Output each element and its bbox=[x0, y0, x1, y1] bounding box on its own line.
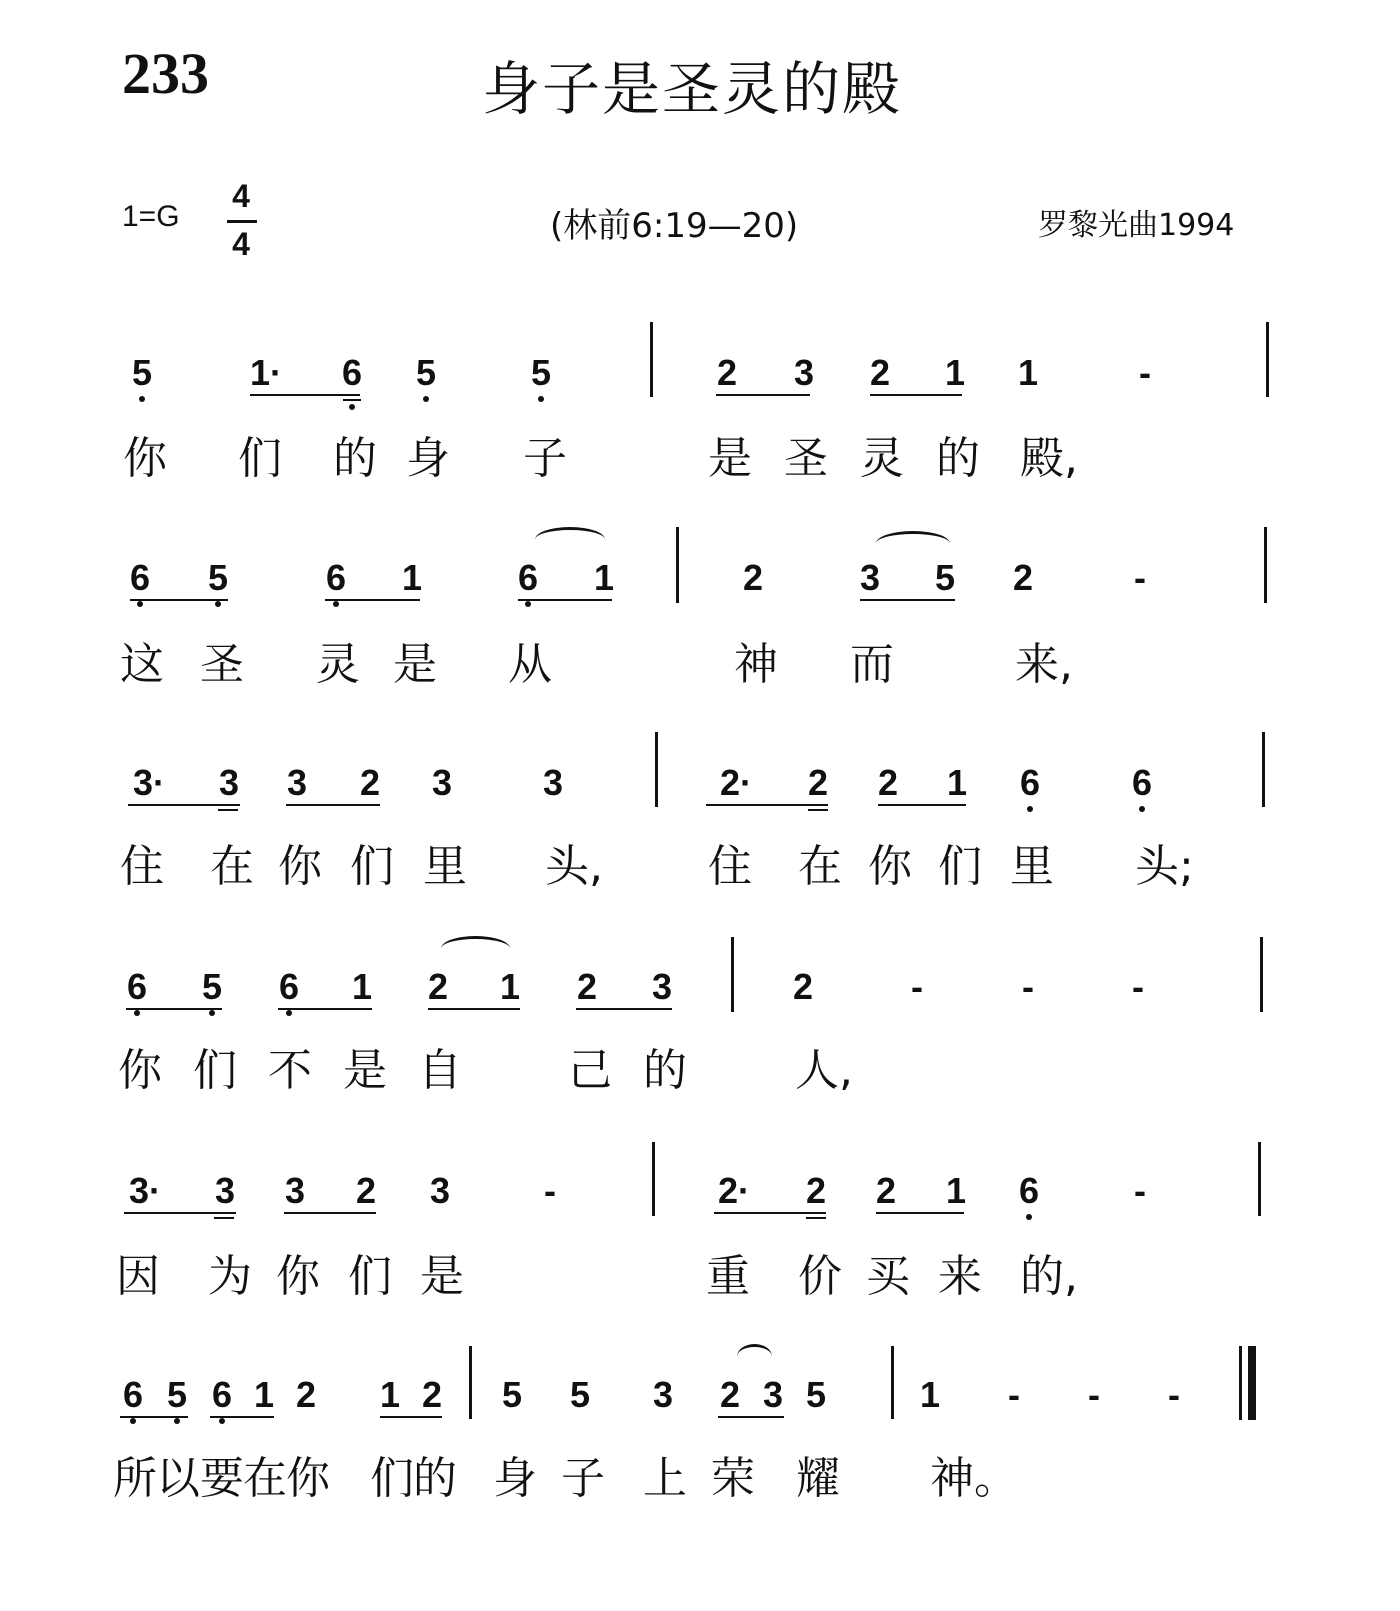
barline bbox=[1266, 322, 1269, 397]
lyric-syllable: 重 bbox=[706, 1251, 750, 1302]
lyric-syllable: 里 bbox=[423, 841, 467, 892]
beam-underline bbox=[716, 394, 810, 396]
lyric-syllable: 住 bbox=[120, 841, 164, 892]
lyric-syllable: 是 bbox=[420, 1251, 464, 1302]
lyric-syllable: 们 bbox=[348, 1251, 392, 1302]
beam-underline-second bbox=[218, 809, 238, 811]
beam-underline bbox=[250, 394, 360, 396]
note: 2 bbox=[421, 1374, 443, 1415]
note: 3 bbox=[542, 762, 564, 803]
lyric-syllable: 圣 bbox=[200, 639, 244, 690]
barline bbox=[650, 322, 653, 397]
barline bbox=[469, 1346, 472, 1419]
lower-octave-dot bbox=[333, 601, 339, 607]
note: 5 bbox=[501, 1374, 523, 1415]
note: 2 bbox=[807, 762, 829, 803]
lyric-syllable: 在 bbox=[210, 841, 254, 892]
lyric-syllable: 子 bbox=[523, 433, 567, 484]
lyric-syllable: 住 bbox=[708, 841, 752, 892]
note: 6 bbox=[122, 1374, 144, 1415]
lyric-syllable: 子 bbox=[561, 1453, 605, 1504]
beam-underline-second bbox=[808, 809, 828, 811]
note: 1· bbox=[250, 352, 283, 393]
final-barline-thick bbox=[1248, 1346, 1256, 1420]
note: 3· bbox=[133, 762, 166, 803]
note: 1 bbox=[401, 557, 423, 598]
lower-octave-dot bbox=[349, 404, 355, 410]
lyric-syllable: 们 bbox=[370, 1453, 414, 1504]
beam-underline bbox=[286, 804, 380, 806]
note: 2 bbox=[716, 352, 738, 393]
lyric-syllable: 价 bbox=[798, 1251, 842, 1302]
lyric-syllable: 你 bbox=[286, 1453, 330, 1504]
lower-octave-dot bbox=[538, 396, 544, 402]
note: 3 bbox=[651, 966, 673, 1007]
lyric-syllable: 的 bbox=[643, 1045, 687, 1096]
note: 1 bbox=[351, 966, 373, 1007]
note: 2 bbox=[805, 1170, 827, 1211]
lyric-syllable: 所 bbox=[113, 1453, 157, 1504]
beam-underline bbox=[714, 1212, 826, 1214]
slur-arc bbox=[535, 527, 605, 552]
lower-octave-dot bbox=[130, 1418, 136, 1424]
lyric-syllable: 身 bbox=[493, 1453, 537, 1504]
lyric-syllable: 人, bbox=[795, 1045, 853, 1096]
note: 6 bbox=[126, 966, 148, 1007]
lyric-syllable: 神。 bbox=[930, 1453, 1018, 1504]
lower-octave-dot bbox=[1139, 806, 1145, 812]
note: 1 bbox=[379, 1374, 401, 1415]
note: 2 bbox=[719, 1374, 741, 1415]
lyric-syllable: 买 bbox=[866, 1251, 910, 1302]
note: 2 bbox=[875, 1170, 897, 1211]
beam-underline bbox=[576, 1008, 672, 1010]
note: 5 bbox=[934, 557, 956, 598]
lyric-syllable: 上 bbox=[643, 1453, 687, 1504]
note: 1 bbox=[945, 1170, 967, 1211]
lyric-syllable: 圣 bbox=[784, 433, 828, 484]
note: 5 bbox=[530, 352, 552, 393]
key-signature: 1=G bbox=[122, 200, 180, 233]
sustain-dash: - bbox=[1139, 352, 1151, 393]
barline bbox=[655, 732, 658, 807]
note: 3 bbox=[429, 1170, 451, 1211]
lyric-syllable: 自 bbox=[418, 1045, 462, 1096]
sustain-dash: - bbox=[1132, 966, 1144, 1007]
note: 5 bbox=[131, 352, 153, 393]
lyric-syllable: 因 bbox=[116, 1251, 160, 1302]
lower-octave-dot bbox=[423, 396, 429, 402]
barline bbox=[1260, 937, 1263, 1012]
time-signature-line bbox=[227, 220, 257, 223]
lyric-syllable: 荣 bbox=[711, 1453, 755, 1504]
beam-underline bbox=[870, 394, 962, 396]
note: 3 bbox=[652, 1374, 674, 1415]
lyric-syllable: 们 bbox=[350, 841, 394, 892]
lyric-syllable: 殿, bbox=[1020, 433, 1078, 484]
lower-octave-dot bbox=[215, 601, 221, 607]
beam-underline bbox=[128, 804, 240, 806]
lyric-syllable: 你 bbox=[118, 1045, 162, 1096]
note: 3 bbox=[793, 352, 815, 393]
note: 5 bbox=[569, 1374, 591, 1415]
note: 2 bbox=[742, 557, 764, 598]
note: 6 bbox=[325, 557, 347, 598]
lyric-syllable: 的 bbox=[333, 433, 377, 484]
lyric-syllable: 要 bbox=[200, 1453, 244, 1504]
note: 6 bbox=[1018, 1170, 1040, 1211]
lower-octave-dot bbox=[286, 1010, 292, 1016]
note: 2 bbox=[877, 762, 899, 803]
note: 5 bbox=[415, 352, 437, 393]
beam-underline bbox=[518, 599, 612, 601]
hymn-number: 233 bbox=[122, 41, 209, 106]
lower-octave-dot bbox=[139, 396, 145, 402]
note: 1 bbox=[1017, 352, 1039, 393]
note: 3 bbox=[218, 762, 240, 803]
lyric-syllable: 为 bbox=[208, 1251, 252, 1302]
lower-octave-dot bbox=[1026, 1214, 1032, 1220]
slur-arc bbox=[441, 936, 510, 961]
lyric-syllable: 己 bbox=[568, 1045, 612, 1096]
sustain-dash: - bbox=[911, 966, 923, 1007]
lyric-syllable: 你 bbox=[278, 841, 322, 892]
note: 5 bbox=[201, 966, 223, 1007]
lyric-syllable: 神 bbox=[734, 639, 778, 690]
lyric-syllable: 不 bbox=[268, 1045, 312, 1096]
note: 3 bbox=[284, 1170, 306, 1211]
note: 1 bbox=[499, 966, 521, 1007]
lyric-syllable: 来 bbox=[938, 1251, 982, 1302]
note: 5 bbox=[166, 1374, 188, 1415]
note: 5 bbox=[805, 1374, 827, 1415]
lower-octave-dot bbox=[174, 1418, 180, 1424]
lyric-syllable: 是 bbox=[343, 1045, 387, 1096]
lyric-syllable: 头; bbox=[1135, 841, 1194, 892]
note: 1 bbox=[919, 1374, 941, 1415]
hymn-title: 身子是圣灵的殿 bbox=[482, 55, 903, 123]
beam-underline bbox=[130, 599, 228, 601]
beam-underline bbox=[120, 1416, 188, 1418]
beam-underline bbox=[380, 1416, 442, 1418]
note: 2 bbox=[359, 762, 381, 803]
lyric-syllable: 而 bbox=[850, 639, 894, 690]
note: 6 bbox=[517, 557, 539, 598]
time-signature-top: 4 bbox=[232, 178, 250, 214]
note: 5 bbox=[207, 557, 229, 598]
lyric-syllable: 来, bbox=[1015, 639, 1073, 690]
beam-underline bbox=[124, 1212, 236, 1214]
lyric-syllable: 你 bbox=[123, 433, 167, 484]
beam-underline bbox=[325, 599, 420, 601]
lyric-syllable: 你 bbox=[276, 1251, 320, 1302]
note: 1 bbox=[946, 762, 968, 803]
note: 6 bbox=[341, 352, 363, 393]
note: 2 bbox=[869, 352, 891, 393]
note: 6 bbox=[1131, 762, 1153, 803]
lyric-syllable: 以 bbox=[156, 1453, 200, 1504]
beam-underline bbox=[718, 1416, 784, 1418]
lyric-syllable: 你 bbox=[868, 841, 912, 892]
beam-underline bbox=[706, 804, 828, 806]
time-signature-bottom: 4 bbox=[232, 226, 250, 262]
beam-underline-second bbox=[343, 399, 361, 401]
sustain-dash: - bbox=[544, 1170, 556, 1211]
beam-underline bbox=[210, 1416, 274, 1418]
lyric-syllable: 们 bbox=[238, 433, 282, 484]
barline bbox=[676, 527, 679, 603]
slur-arc bbox=[876, 531, 950, 556]
slur-arc bbox=[737, 1344, 772, 1369]
lyric-syllable: 耀 bbox=[796, 1453, 840, 1504]
lyric-syllable: 在 bbox=[243, 1453, 287, 1504]
lower-octave-dot bbox=[525, 601, 531, 607]
barline bbox=[731, 937, 734, 1012]
note: 1 bbox=[593, 557, 615, 598]
lyric-syllable: 在 bbox=[798, 841, 842, 892]
sustain-dash: - bbox=[1168, 1374, 1180, 1415]
lower-octave-dot bbox=[219, 1418, 225, 1424]
barline bbox=[891, 1346, 894, 1419]
note: 2 bbox=[1012, 557, 1034, 598]
lower-octave-dot bbox=[134, 1010, 140, 1016]
note: 2 bbox=[792, 966, 814, 1007]
lyric-syllable: 是 bbox=[393, 639, 437, 690]
beam-underline bbox=[278, 1008, 372, 1010]
lyric-syllable: 灵 bbox=[860, 433, 904, 484]
beam-underline bbox=[860, 599, 955, 601]
beam-underline bbox=[126, 1008, 222, 1010]
barline bbox=[1264, 527, 1267, 603]
note: 2· bbox=[720, 762, 753, 803]
lyric-syllable: 从 bbox=[508, 639, 552, 690]
lyric-syllable: 身 bbox=[406, 433, 450, 484]
note: 6 bbox=[278, 966, 300, 1007]
scripture-reference: (林前6:19—20) bbox=[550, 206, 799, 246]
lower-octave-dot bbox=[209, 1010, 215, 1016]
final-barline-thin bbox=[1239, 1346, 1242, 1420]
note: 6 bbox=[1019, 762, 1041, 803]
composer-credit: 罗黎光曲1994 bbox=[1038, 208, 1235, 243]
note: 2· bbox=[718, 1170, 751, 1211]
lyric-syllable: 是 bbox=[708, 433, 752, 484]
note: 2 bbox=[295, 1374, 317, 1415]
lyric-syllable: 的 bbox=[413, 1453, 457, 1504]
note: 2 bbox=[355, 1170, 377, 1211]
lyric-syllable: 这 bbox=[120, 639, 164, 690]
note: 3 bbox=[286, 762, 308, 803]
note: 1 bbox=[944, 352, 966, 393]
barline bbox=[1262, 732, 1265, 807]
beam-underline bbox=[284, 1212, 376, 1214]
note: 3 bbox=[214, 1170, 236, 1211]
note: 2 bbox=[427, 966, 449, 1007]
lyric-syllable: 们 bbox=[193, 1045, 237, 1096]
lyric-syllable: 里 bbox=[1010, 841, 1054, 892]
lyric-syllable: 的, bbox=[1020, 1251, 1078, 1302]
note: 2 bbox=[576, 966, 598, 1007]
beam-underline-second bbox=[214, 1217, 234, 1219]
note: 3 bbox=[762, 1374, 784, 1415]
note: 1 bbox=[253, 1374, 275, 1415]
note: 3 bbox=[431, 762, 453, 803]
beam-underline bbox=[428, 1008, 520, 1010]
beam-underline-second bbox=[806, 1217, 826, 1219]
barline bbox=[1258, 1142, 1261, 1216]
sustain-dash: - bbox=[1088, 1374, 1100, 1415]
beam-underline bbox=[878, 804, 966, 806]
sustain-dash: - bbox=[1008, 1374, 1020, 1415]
barline bbox=[652, 1142, 655, 1216]
lyric-syllable: 们 bbox=[938, 841, 982, 892]
note: 3 bbox=[859, 557, 881, 598]
lower-octave-dot bbox=[137, 601, 143, 607]
note: 3· bbox=[129, 1170, 162, 1211]
lower-octave-dot bbox=[1027, 806, 1033, 812]
lyric-syllable: 头, bbox=[545, 841, 603, 892]
lyric-syllable: 的 bbox=[936, 433, 980, 484]
sustain-dash: - bbox=[1022, 966, 1034, 1007]
sustain-dash: - bbox=[1134, 557, 1146, 598]
beam-underline bbox=[876, 1212, 964, 1214]
note: 6 bbox=[211, 1374, 233, 1415]
note: 6 bbox=[129, 557, 151, 598]
lyric-syllable: 灵 bbox=[316, 639, 360, 690]
sustain-dash: - bbox=[1134, 1170, 1146, 1211]
